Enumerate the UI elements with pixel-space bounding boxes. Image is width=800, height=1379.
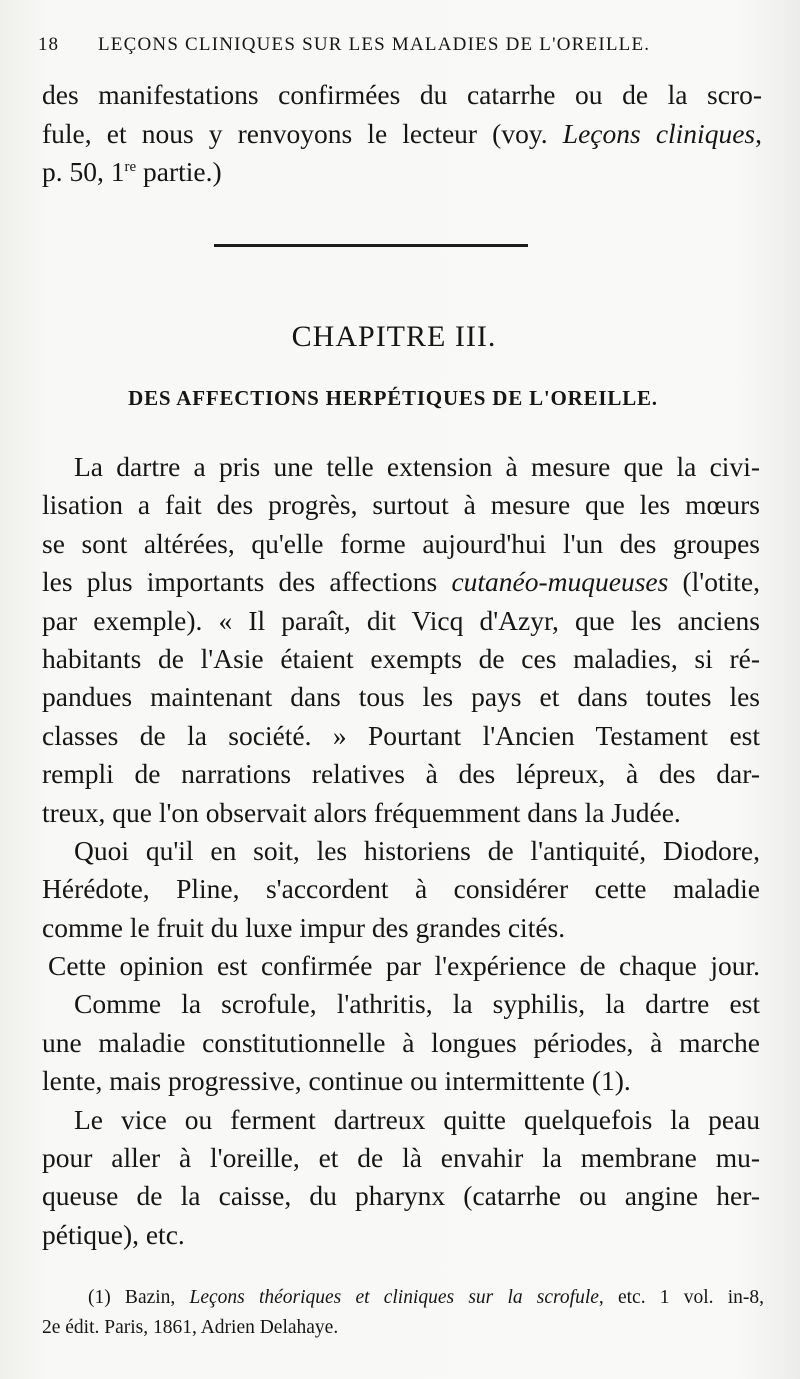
text-span: , (755, 117, 762, 149)
italic-title: Leçons théoriques et cliniques sur la scrofule (189, 1287, 599, 1308)
text-line: classes de la société. » Pourtant l'Ancien Testament est (42, 719, 760, 751)
text-span: (l'otite, (668, 566, 760, 598)
text-line: comme le fruit du luxe impur des grandes cités. (42, 911, 566, 943)
page-number: 18 (38, 34, 59, 55)
text-line (42, 115, 762, 154)
text-line (42, 563, 760, 601)
intro-paragraph (42, 76, 762, 192)
footnote-line (42, 1283, 764, 1313)
chapter-title-text: CHAPITRE III. (291, 320, 497, 353)
footnote (42, 1283, 764, 1343)
text-line: treux, que l'on observait alors fréquemment dans la Judée. (42, 796, 681, 828)
text-span: partie.) (136, 156, 222, 187)
italic-title: Leçons cliniques (562, 117, 756, 149)
text-line: Hérédote, Pline, s'accordent à considérer cette maladie (42, 873, 760, 905)
text-line: par exemple). « Il paraît, dit Vicq d'Azyr, que les anciens (42, 604, 760, 636)
text-line: Comme la scrofule, l'athritis, la syphilis, la dartre est (74, 988, 760, 1020)
text-line: une maladie constitutionnelle à longues périodes, à marche (42, 1026, 760, 1058)
text-line: Quoi qu'il en soit, les historiens de l'antiquité, Diodore, (74, 834, 760, 866)
superscript: re (124, 159, 137, 175)
text-span: (1) Bazin, (88, 1287, 190, 1308)
page-header (38, 34, 760, 56)
chapter-title (0, 320, 800, 354)
text-line: se sont altérées, qu'elle forme aujourd'hui l'un des groupes (42, 527, 760, 559)
italic-term: cutanéo-muqueuses (451, 566, 669, 598)
text-line: pandues maintenant dans tous les pays et dans toutes les (42, 681, 760, 713)
text-line: Le vice ou ferment dartreux quitte quelquefois la peau (74, 1103, 760, 1135)
chapter-subtitle (0, 386, 800, 411)
chapter-body (42, 448, 760, 1254)
running-title: LEÇONS CLINIQUES SUR LES MALADIES DE L'OREILLE. (98, 34, 651, 55)
text-line: Cette opinion est confirmée par l'expérience de chaque jour. (48, 950, 760, 982)
text-line: La dartre a pris une telle extension à mesure que la civi- (74, 451, 760, 482)
text-line (42, 153, 762, 192)
text-line: des manifestations confirmées du catarrhe ou de la scro- (42, 79, 762, 110)
footnote-line: 2e édit. Paris, 1861, Adrien Delahaye. (42, 1317, 339, 1338)
text-line: lisation a fait des progrès, surtout à mesure que les mœurs (42, 489, 760, 521)
text-line: pour aller à l'oreille, et de là envahir la membrane mu- (42, 1142, 760, 1174)
text-line: lente, mais progressive, continue ou intermittente (1). (42, 1065, 631, 1097)
text-line: queuse de la caisse, du pharynx (catarrhe ou angine her- (42, 1180, 760, 1212)
text-span: les plus importants des affections (42, 566, 452, 598)
text-line: habitants de l'Asie étaient exempts de ces maladies, si ré- (42, 642, 760, 674)
text-line: pétique), etc. (42, 1218, 185, 1250)
text-span: , etc. 1 vol. in-8, (598, 1287, 764, 1308)
text-span: p. 50, 1 (42, 156, 125, 187)
text-line: rempli de narrations relatives à des lépreux, à des dar- (42, 758, 760, 790)
text-span: fule, et nous y renvoyons le lecteur (voy. (42, 117, 563, 149)
chapter-subtitle-text: DES AFFECTIONS HERPÉTIQUES DE L'OREILLE. (128, 386, 658, 410)
section-rule (214, 244, 528, 247)
